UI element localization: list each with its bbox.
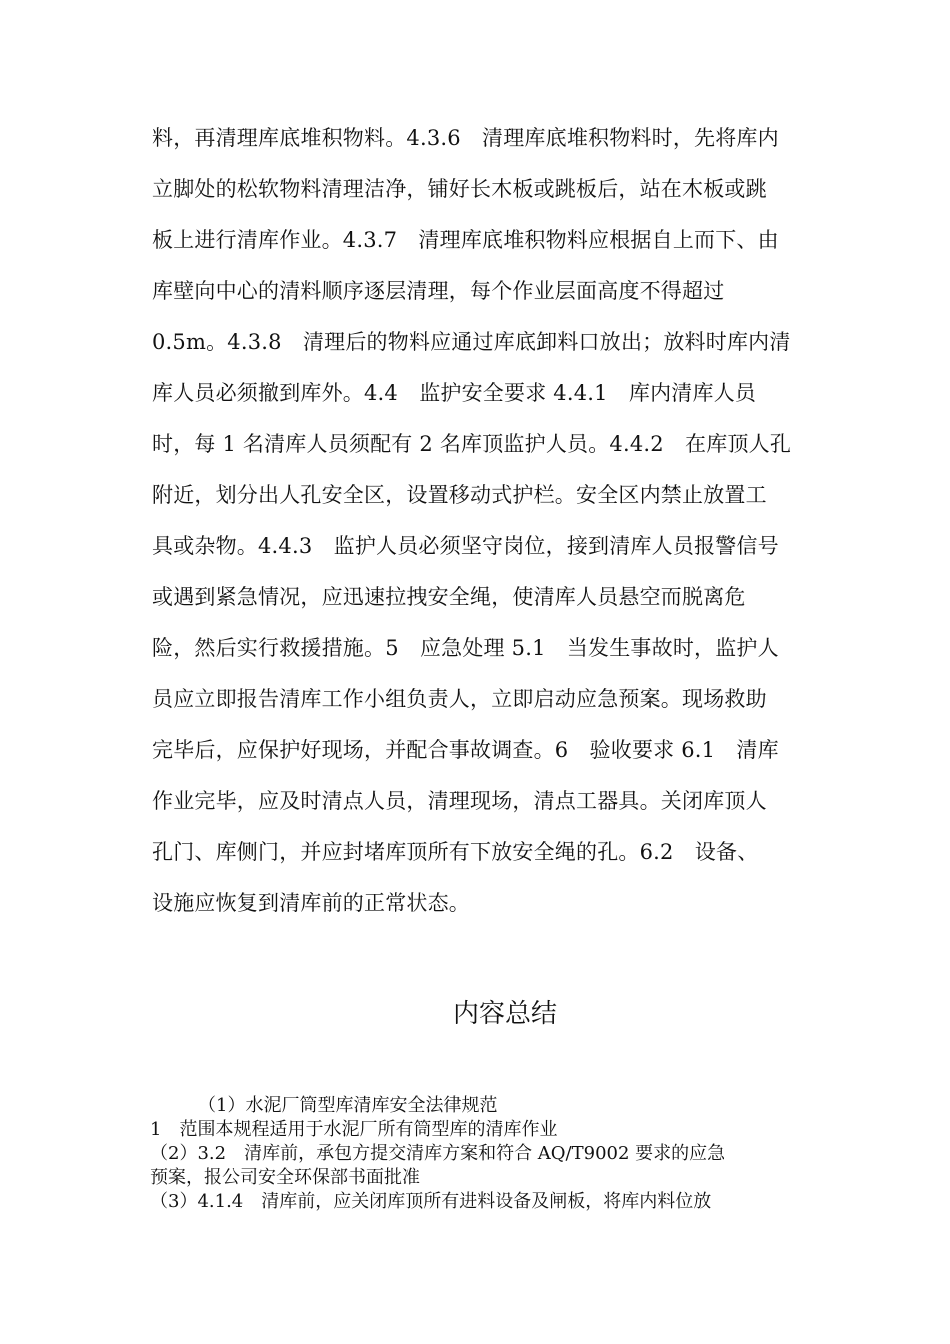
summary-line: （1）水泥厂筒型库清库安全法律规范	[198, 1095, 498, 1116]
body-line: 料，再清理库底堆积物料。4.3.6 清理库底堆积物料时，先将库内	[152, 126, 779, 150]
body-line: 时，每 1 名清库人员须配有 2 名库顶监护人员。4.4.2 在库顶人孔	[152, 432, 792, 456]
body-line: 或遇到紧急情况，应迅速拉拽安全绳，使清库人员悬空而脱离危	[152, 585, 746, 609]
summary-line: 1 范围本规程适用于水泥厂所有筒型库的清库作业	[150, 1119, 558, 1140]
body-line: 孔门、库侧门，并应封堵库顶所有下放安全绳的孔。6.2 设备、	[152, 840, 759, 864]
body-line: 险，然后实行救援措施。5 应急处理 5.1 当发生事故时，监护人	[152, 636, 779, 660]
body-line: 作业完毕，应及时清点人员，清理现场，清点工器具。关闭库顶人	[152, 789, 767, 813]
body-line: 库人员必须撤到库外。4.4 监护安全要求 4.4.1 库内清库人员	[152, 381, 757, 405]
summary-line: （2）3.2 清库前，承包方提交清库方案和符合 AQ/T9002 要求的应急	[150, 1143, 726, 1164]
summary-list	[150, 1094, 830, 1214]
body-line: 员应立即报告清库工作小组负责人，立即启动应急预案。现场救助	[152, 687, 767, 711]
body-line: 完毕后，应保护好现场，并配合事故调查。6 验收要求 6.1 清库	[152, 738, 779, 762]
body-line: 板上进行清库作业。4.3.7 清理库底堆积物料应根据自上而下、由	[152, 228, 779, 252]
summary-title: 内容总结	[452, 999, 557, 1029]
body-line: 设施应恢复到清库前的正常状态。	[152, 891, 470, 915]
summary-line: （3）4.1.4 清库前，应关闭库顶所有进料设备及闸板，将库内料位放	[150, 1191, 712, 1212]
body-line: 0.5m。4.3.8 清理后的物料应通过库底卸料口放出；放料时库内清	[152, 330, 791, 354]
body-line: 库壁向中心的清料顺序逐层清理，每个作业层面高度不得超过	[152, 279, 725, 303]
summary-line: 预案，报公司安全环保部书面批准	[150, 1167, 420, 1188]
body-line: 立脚处的松软物料清理洁净，铺好长木板或跳板后，站在木板或跳	[152, 177, 767, 201]
body-line: 具或杂物。4.4.3 监护人员必须坚守岗位，接到清库人员报警信号	[152, 534, 779, 558]
body-line: 附近，划分出人孔安全区，设置移动式护栏。安全区内禁止放置工	[152, 483, 767, 507]
body-text	[152, 116, 812, 932]
